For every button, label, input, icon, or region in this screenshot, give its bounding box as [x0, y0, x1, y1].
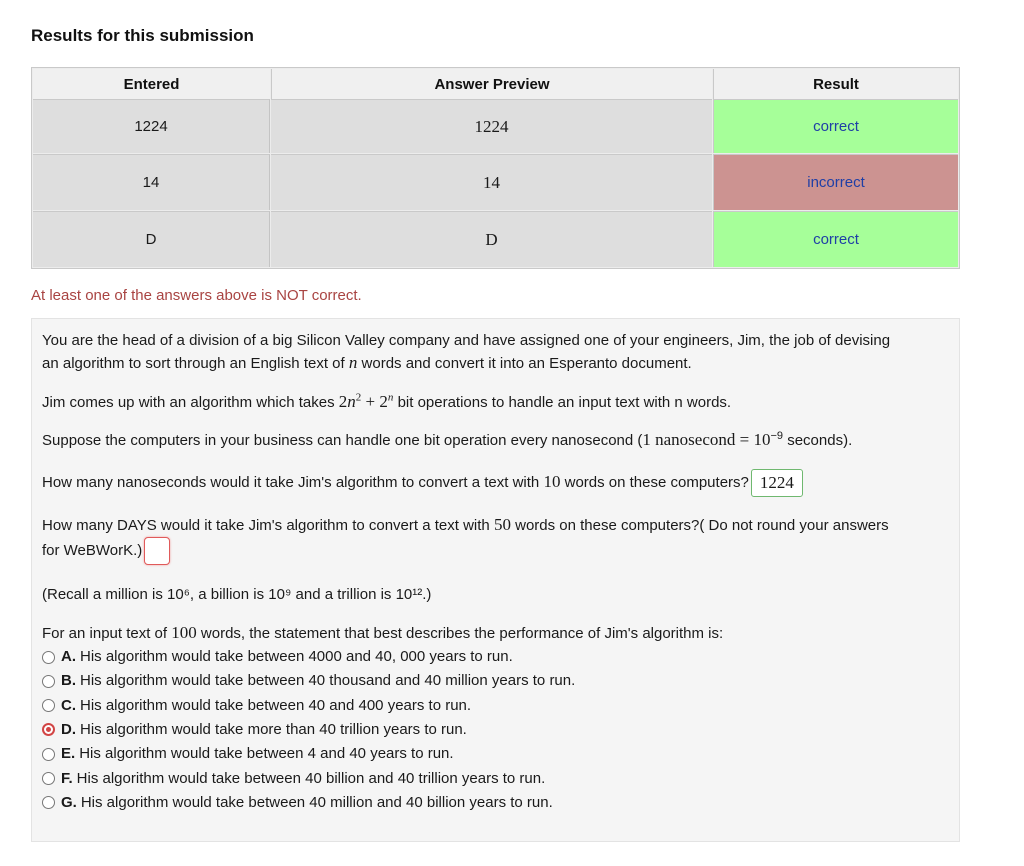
q2-text-b: words on these computers?( Do not round your answers	[515, 517, 889, 534]
intro-line-1: You are the head of a division of a big Silicon Valley company and have assigned one of your engineers, Jim, the job of devising	[42, 332, 891, 349]
math-exponent: −9	[770, 430, 784, 442]
option-c[interactable]	[42, 695, 471, 717]
option-text: His algorithm would take more than 40 trillion years to run.	[80, 720, 467, 738]
option-a[interactable]	[42, 646, 513, 668]
q1-number: 10	[543, 471, 561, 491]
q2-text-c: for WeBWorK.)	[42, 541, 143, 559]
option-letter: A.	[61, 648, 76, 665]
radio-button[interactable]	[42, 723, 55, 736]
problem-intro	[42, 330, 952, 375]
math-n: n	[348, 353, 358, 372]
option-letter: F.	[61, 769, 73, 787]
algo-text-1: Jim comes up with an algorithm which takes	[42, 394, 335, 411]
option-letter: G.	[61, 793, 77, 811]
column-header-entered: Entered	[33, 69, 270, 99]
q1-text-b: words on these computers?	[564, 473, 749, 491]
preview-cell-2: 14	[271, 154, 712, 210]
mc-number: 100	[171, 623, 197, 642]
page-title: Results for this submission	[31, 26, 254, 45]
problem-panel	[31, 318, 960, 842]
intro-line-2a: an algorithm to sort through an English text of	[42, 355, 345, 372]
preview-cell-3: D	[271, 211, 712, 267]
warning-message: At least one of the answers above is NOT correct.	[31, 287, 362, 304]
radio-button[interactable]	[42, 748, 55, 761]
algo-text-2: bit operations to handle an input text with n words.	[397, 394, 732, 411]
radio-button[interactable]	[42, 651, 55, 664]
result-cell-2: incorrect	[713, 154, 958, 210]
entered-cell-2: 14	[33, 154, 270, 210]
option-letter: E.	[61, 745, 76, 763]
option-text: His algorithm would take between 40 thousand and 40 million years to run.	[80, 672, 576, 690]
column-header-answer-preview: Answer Preview	[271, 69, 712, 99]
question-2	[42, 514, 952, 565]
results-table	[31, 67, 960, 269]
entered-cell-3: D	[33, 211, 270, 267]
mc-prompt-a: For an input text of	[42, 625, 168, 642]
answer-input-2[interactable]	[144, 537, 170, 565]
math-formula: $2n^2 + 2^n$	[338, 391, 394, 411]
recall-note: (Recall a million is 10⁶, a billion is 10⁹ and a trillion is 10¹².)	[42, 586, 432, 603]
radio-button[interactable]	[42, 796, 55, 809]
option-text: His algorithm would take between 40 billion and 40 trillion years to run.	[76, 769, 546, 787]
q2-number: 50	[493, 515, 511, 534]
question-1	[42, 469, 803, 497]
mc-prompt-b: words, the statement that best describes the performance of Jim's algorithm is:	[200, 625, 724, 642]
result-cell-1: correct	[713, 99, 958, 153]
radio-button[interactable]	[42, 675, 55, 688]
option-letter: D.	[61, 720, 76, 738]
option-text: His algorithm would take between 4 and 40 years to run.	[79, 745, 454, 763]
algorithm-statement	[42, 391, 731, 414]
option-f[interactable]	[42, 768, 545, 790]
intro-line-2b: words and convert it into an Esperanto document.	[361, 355, 692, 372]
entered-cell-1: 1224	[33, 99, 270, 153]
option-text: His algorithm would take between 40 million and 40 billion years to run.	[80, 793, 553, 811]
mc-prompt	[42, 622, 723, 645]
option-b[interactable]	[42, 670, 575, 692]
speed-text-2: seconds).	[787, 432, 853, 449]
option-letter: B.	[61, 672, 76, 690]
preview-cell-1: 1224	[271, 99, 712, 153]
option-letter: C.	[61, 696, 76, 714]
speed-text-1: Suppose the computers in your business can handle one bit operation every nanosecond (	[42, 432, 643, 449]
option-text: His algorithm would take between 40 and 400 years to run.	[80, 696, 472, 714]
option-d[interactable]	[42, 719, 467, 741]
option-e[interactable]	[42, 743, 454, 765]
speed-statement	[42, 429, 852, 452]
option-text: His algorithm would take between 4000 and 40, 000 years to run.	[80, 648, 513, 665]
answer-input-1[interactable]: 1224	[751, 469, 803, 497]
radio-button[interactable]	[42, 772, 55, 785]
q1-text-a: How many nanoseconds would it take Jim's algorithm to convert a text with	[42, 473, 540, 491]
column-header-result: Result	[713, 69, 958, 99]
radio-button[interactable]	[42, 699, 55, 712]
option-g[interactable]	[42, 792, 553, 814]
math-nanosecond: 1 nanosecond = 10	[642, 430, 771, 449]
result-cell-3: correct	[713, 211, 958, 267]
q2-text-a: How many DAYS would it take Jim's algorithm to convert a text with	[42, 517, 490, 534]
